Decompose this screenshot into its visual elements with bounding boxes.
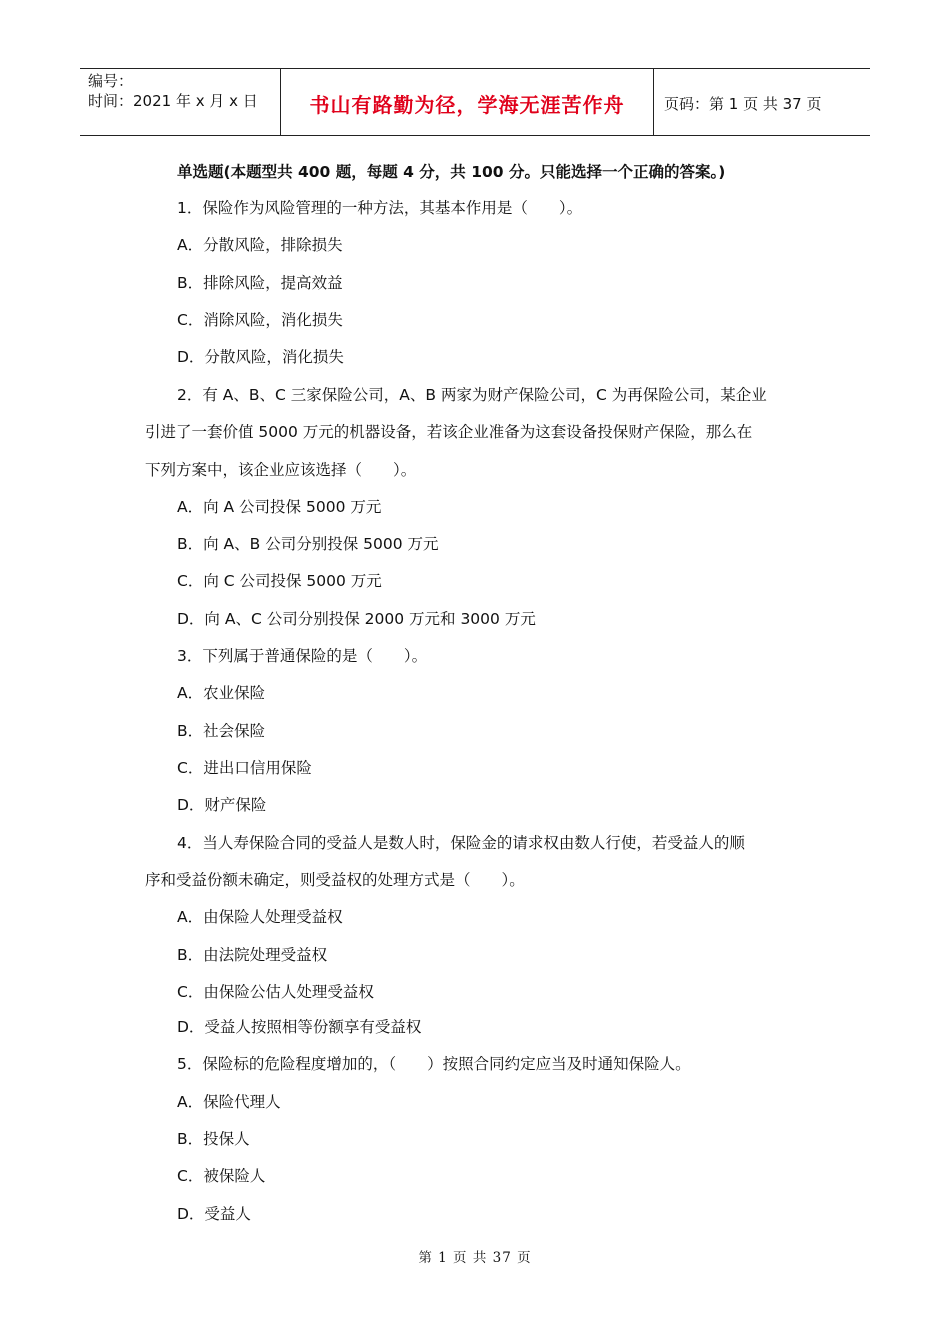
question-5-stem: 5．保险标的危险程度增加的，（ ）按照合同约定应当及时通知保险人。: [177, 1055, 691, 1073]
question-4-option-c: C．由保险公估人处理受益权: [177, 983, 374, 1001]
question-4-stem-line-1: 4．当人寿保险合同的受益人是数人时，保险金的请求权由数人行使，若受益人的顺: [177, 834, 745, 852]
question-2-option-a: A．向 A 公司投保 5000 万元: [177, 498, 382, 516]
question-2-option-d: D．向 A、C 公司分别投保 2000 万元和 3000 万元: [177, 610, 536, 628]
question-1-option-b: B．排除风险，提高效益: [177, 274, 343, 292]
question-3-option-b: B．社会保险: [177, 722, 266, 740]
document-number-label: 编号：: [88, 72, 134, 90]
question-4-option-b: B．由法院处理受益权: [177, 946, 328, 964]
document-header: [80, 68, 870, 136]
question-3-option-c: C．进出口信用保险: [177, 759, 312, 777]
question-1-option-d: D．分散风险，消化损失: [177, 348, 344, 366]
page-footer: 第 1 页 共 37 页: [418, 1250, 532, 1266]
question-4-option-a: A．由保险人处理受益权: [177, 908, 343, 926]
question-5-option-d: D．受益人: [177, 1205, 251, 1223]
question-1-option-c: C．消除风险，消化损失: [177, 311, 343, 329]
question-2-option-b: B．向 A、B 公司分别投保 5000 万元: [177, 535, 439, 553]
question-1-option-a: A．分散风险，排除损失: [177, 236, 343, 254]
question-1-stem: 1．保险作为风险管理的一种方法，其基本作用是（ ）。: [177, 199, 583, 217]
header-page-cell: [654, 69, 870, 135]
question-4-stem-line-2: 序和受益份额未确定，则受益权的处理方式是（ ）。: [145, 871, 525, 889]
question-2-stem-line-1: 2．有 A、B、C 三家保险公司，A、B 两家为财产保险公司，C 为再保险公司，某企业: [177, 386, 767, 404]
question-5-option-b: B．投保人: [177, 1130, 250, 1148]
section-title: 单选题(本题型共 400 题，每题 4 分，共 100 分。只能选择一个正确的答案。): [177, 163, 726, 181]
question-3-stem: 3．下列属于普通保险的是（ ）。: [177, 647, 428, 665]
header-motto-cell: [281, 69, 654, 135]
header-page-info: 页码：第 1 页 共 37 页: [664, 95, 822, 113]
question-3-option-a: A．农业保险: [177, 684, 266, 702]
header-motto: 书山有路勤为径，学海无涯苦作舟: [309, 93, 625, 117]
question-5-option-a: A．保险代理人: [177, 1093, 281, 1111]
document-date: 时间：2021 年 x 月 x 日: [88, 92, 258, 110]
header-meta-cell: [80, 69, 281, 135]
question-4-option-d: D．受益人按照相等份额享有受益权: [177, 1018, 422, 1036]
question-3-option-d: D．财产保险: [177, 796, 267, 814]
question-2-stem-line-2: 引进了一套价值 5000 万元的机器设备，若该企业准备为这套设备投保财产保险，那么在: [145, 423, 753, 441]
question-2-stem-line-3: 下列方案中，该企业应该选择（ ）。: [145, 461, 417, 479]
question-5-option-c: C．被保险人: [177, 1167, 266, 1185]
question-2-option-c: C．向 C 公司投保 5000 万元: [177, 572, 382, 590]
